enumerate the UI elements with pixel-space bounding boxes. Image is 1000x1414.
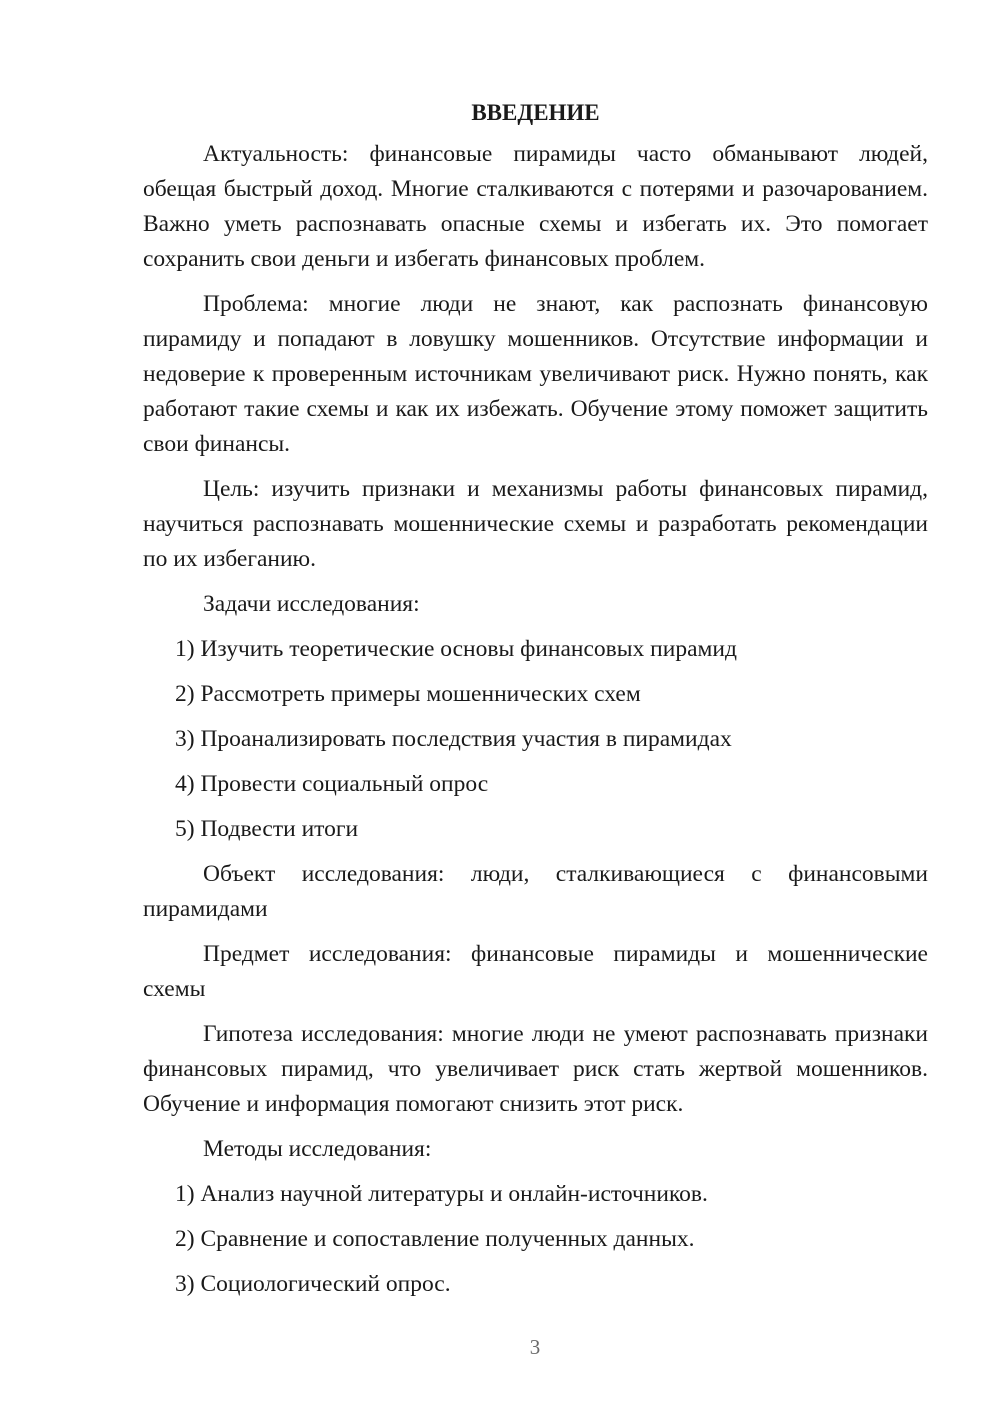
list-item: 4) Провести социальный опрос (175, 771, 489, 797)
methods-list (143, 1177, 928, 1302)
list-item: 1) Изучить теоретические основы финансовых пирамид (175, 636, 737, 662)
list-item: 3) Проанализировать последствия участия в пирамидах (175, 726, 732, 752)
section-title: ВВЕДЕНИЕ (471, 100, 600, 125)
goal-paragraph: Цель: изучить признаки и механизмы работы финансовых пирамид, научиться распознавать мошеннические схемы и разработать рекомендации по их избеганию. (143, 476, 928, 572)
tasks-heading: Задачи исследования: (203, 591, 420, 617)
list-item: 5) Подвести итоги (175, 816, 359, 842)
list-item: 1) Анализ научной литературы и онлайн-источников. (175, 1181, 708, 1207)
object-paragraph: Объект исследования: люди, сталкивающиеся с финансовыми пирамидами (143, 861, 928, 922)
list-item: 2) Рассмотреть примеры мошеннических схем (175, 681, 641, 707)
methods-heading: Методы исследования: (203, 1136, 432, 1162)
hypothesis-paragraph: Гипотеза исследования: многие люди не умеют распознавать признаки финансовых пирамид, что увеличивает риск стать жертвой мошенников. Обучение и информация помогают снизить этот риск. (143, 1021, 928, 1117)
subject-paragraph: Предмет исследования: финансовые пирамиды и мошеннические схемы (143, 941, 928, 1002)
list-item: 2) Сравнение и сопоставление полученных данных. (175, 1226, 695, 1252)
list-item: 3) Социологический опрос. (175, 1271, 451, 1297)
tasks-list (143, 632, 928, 847)
page-number: 3 (529, 1335, 541, 1359)
relevance-paragraph: Актуальность: финансовые пирамиды часто обманывают людей, обещая быстрый доход. Многие сталкиваются с потерями и разочарованием. Важно уметь распознавать опасные схемы и избегать их. Это помогает сохранить свои деньги и избегать финансовых проблем. (143, 141, 928, 272)
document-body (143, 95, 928, 1312)
problem-paragraph: Проблема: многие люди не знают, как распознать финансовую пирамиду и попадают в ловушку мошенников. Отсутствие информации и недоверие к проверенным источникам увеличивают риск. Нужно понять, как работают такие схемы и как их избежать. Обучение этому поможет защитить свои финансы. (143, 291, 928, 457)
